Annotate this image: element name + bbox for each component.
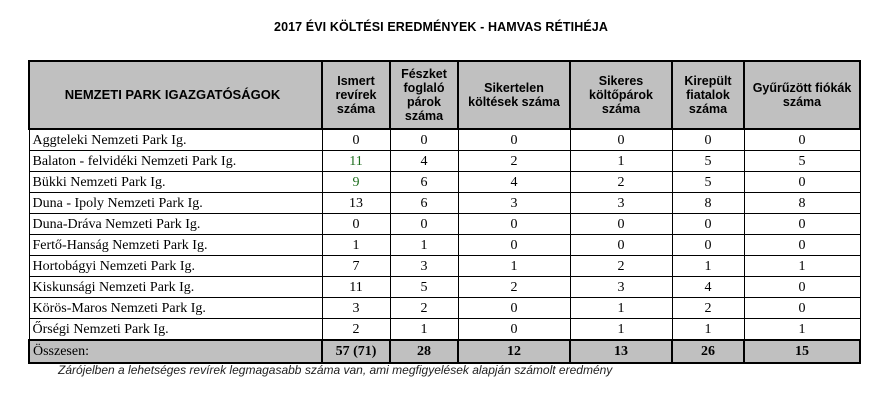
known-territories-cell: 9 [322, 172, 390, 193]
failed-breedings-cell: 0 [458, 319, 570, 341]
park-name-cell: Duna - Ipoly Nemzeti Park Ig. [29, 193, 322, 214]
known-territories-cell: 1 [322, 235, 390, 256]
nesting-pairs-cell: 0 [390, 214, 458, 235]
park-name-cell: Duna-Dráva Nemzeti Park Ig. [29, 214, 322, 235]
successful-pairs-cell: 1 [570, 319, 672, 341]
successful-pairs-cell: 2 [570, 256, 672, 277]
ringed-chicks-cell: 0 [744, 214, 860, 235]
ringed-chicks-cell: 1 [744, 256, 860, 277]
park-name-cell: Balaton - felvidéki Nemzeti Park Ig. [29, 151, 322, 172]
known-territories-cell: 0 [322, 129, 390, 151]
successful-pairs-cell: 0 [570, 235, 672, 256]
total-label: Összesen: [29, 340, 322, 363]
nesting-pairs-cell: 1 [390, 235, 458, 256]
breeding-results-table [28, 60, 861, 364]
footnote: Zárójelben a lehetséges revírek legmagasabb száma van, ami megfigyelések alapján számolt eredmény [58, 363, 613, 377]
header-park-directorates: NEMZETI PARK IGAZGATÓSÁGOK [29, 61, 322, 129]
known-territories-cell: 7 [322, 256, 390, 277]
known-territories-cell: 13 [322, 193, 390, 214]
failed-breedings-cell: 2 [458, 151, 570, 172]
successful-pairs-cell: 1 [570, 298, 672, 319]
known-territories-cell: 3 [322, 298, 390, 319]
ringed-chicks-cell: 0 [744, 277, 860, 298]
total-fledged-young: 26 [672, 340, 744, 363]
known-territories-cell: 2 [322, 319, 390, 341]
ringed-chicks-cell: 0 [744, 129, 860, 151]
failed-breedings-cell: 3 [458, 193, 570, 214]
fledged-young-cell: 1 [672, 319, 744, 341]
park-name-cell: Aggteleki Nemzeti Park Ig. [29, 129, 322, 151]
failed-breedings-cell: 0 [458, 235, 570, 256]
total-row [29, 340, 860, 363]
ringed-chicks-cell: 1 [744, 319, 860, 341]
total-ringed-chicks: 15 [744, 340, 860, 363]
nesting-pairs-cell: 2 [390, 298, 458, 319]
fledged-young-cell: 2 [672, 298, 744, 319]
total-successful-pairs: 13 [570, 340, 672, 363]
park-name-cell: Bükki Nemzeti Park Ig. [29, 172, 322, 193]
fledged-young-cell: 0 [672, 129, 744, 151]
ringed-chicks-cell: 0 [744, 172, 860, 193]
table-row [29, 129, 860, 151]
fledged-young-cell: 8 [672, 193, 744, 214]
ringed-chicks-cell: 0 [744, 298, 860, 319]
known-territories-cell: 0 [322, 214, 390, 235]
ringed-chicks-cell: 0 [744, 235, 860, 256]
successful-pairs-cell: 1 [570, 151, 672, 172]
fledged-young-cell: 5 [672, 151, 744, 172]
table-row [29, 172, 860, 193]
failed-breedings-cell: 0 [458, 129, 570, 151]
nesting-pairs-cell: 5 [390, 277, 458, 298]
park-name-cell: Hortobágyi Nemzeti Park Ig. [29, 256, 322, 277]
table-row [29, 256, 860, 277]
header-nesting-pairs: Fészket foglaló párok száma [390, 61, 458, 129]
fledged-young-cell: 0 [672, 235, 744, 256]
report-title: 2017 ÉVI KÖLTÉSI EREDMÉNYEK - HAMVAS RÉTIHÉJA [274, 20, 608, 34]
table-row [29, 214, 860, 235]
known-territories-cell: 11 [322, 277, 390, 298]
nesting-pairs-cell: 6 [390, 193, 458, 214]
header-known-territories: Ismert revírek száma [322, 61, 390, 129]
nesting-pairs-cell: 3 [390, 256, 458, 277]
failed-breedings-cell: 2 [458, 277, 570, 298]
nesting-pairs-cell: 6 [390, 172, 458, 193]
table-body [29, 129, 860, 363]
table-row [29, 319, 860, 341]
failed-breedings-cell: 0 [458, 214, 570, 235]
successful-pairs-cell: 0 [570, 214, 672, 235]
fledged-young-cell: 1 [672, 256, 744, 277]
table-row [29, 193, 860, 214]
successful-pairs-cell: 2 [570, 172, 672, 193]
nesting-pairs-cell: 4 [390, 151, 458, 172]
total-known-territories: 57 (71) [322, 340, 390, 363]
known-territories-cell: 11 [322, 151, 390, 172]
successful-pairs-cell: 3 [570, 193, 672, 214]
park-name-cell: Körös-Maros Nemzeti Park Ig. [29, 298, 322, 319]
nesting-pairs-cell: 1 [390, 319, 458, 341]
table-header [29, 61, 860, 129]
fledged-young-cell: 0 [672, 214, 744, 235]
total-nesting-pairs: 28 [390, 340, 458, 363]
failed-breedings-cell: 0 [458, 298, 570, 319]
park-name-cell: Kiskunsági Nemzeti Park Ig. [29, 277, 322, 298]
fledged-young-cell: 4 [672, 277, 744, 298]
header-failed-breedings: Sikertelen költések száma [458, 61, 570, 129]
fledged-young-cell: 5 [672, 172, 744, 193]
total-failed-breedings: 12 [458, 340, 570, 363]
park-name-cell: Őrségi Nemzeti Park Ig. [29, 319, 322, 341]
nesting-pairs-cell: 0 [390, 129, 458, 151]
table-row [29, 151, 860, 172]
successful-pairs-cell: 0 [570, 129, 672, 151]
table-row [29, 277, 860, 298]
header-ringed-chicks: Gyűrűzött fiókák száma [744, 61, 860, 129]
failed-breedings-cell: 4 [458, 172, 570, 193]
header-fledged-young: Kirepült fiatalok száma [672, 61, 744, 129]
ringed-chicks-cell: 5 [744, 151, 860, 172]
successful-pairs-cell: 3 [570, 277, 672, 298]
table-row [29, 235, 860, 256]
failed-breedings-cell: 1 [458, 256, 570, 277]
header-successful-pairs: Sikeres költőpárok száma [570, 61, 672, 129]
table-row [29, 298, 860, 319]
ringed-chicks-cell: 8 [744, 193, 860, 214]
park-name-cell: Fertő-Hanság Nemzeti Park Ig. [29, 235, 322, 256]
